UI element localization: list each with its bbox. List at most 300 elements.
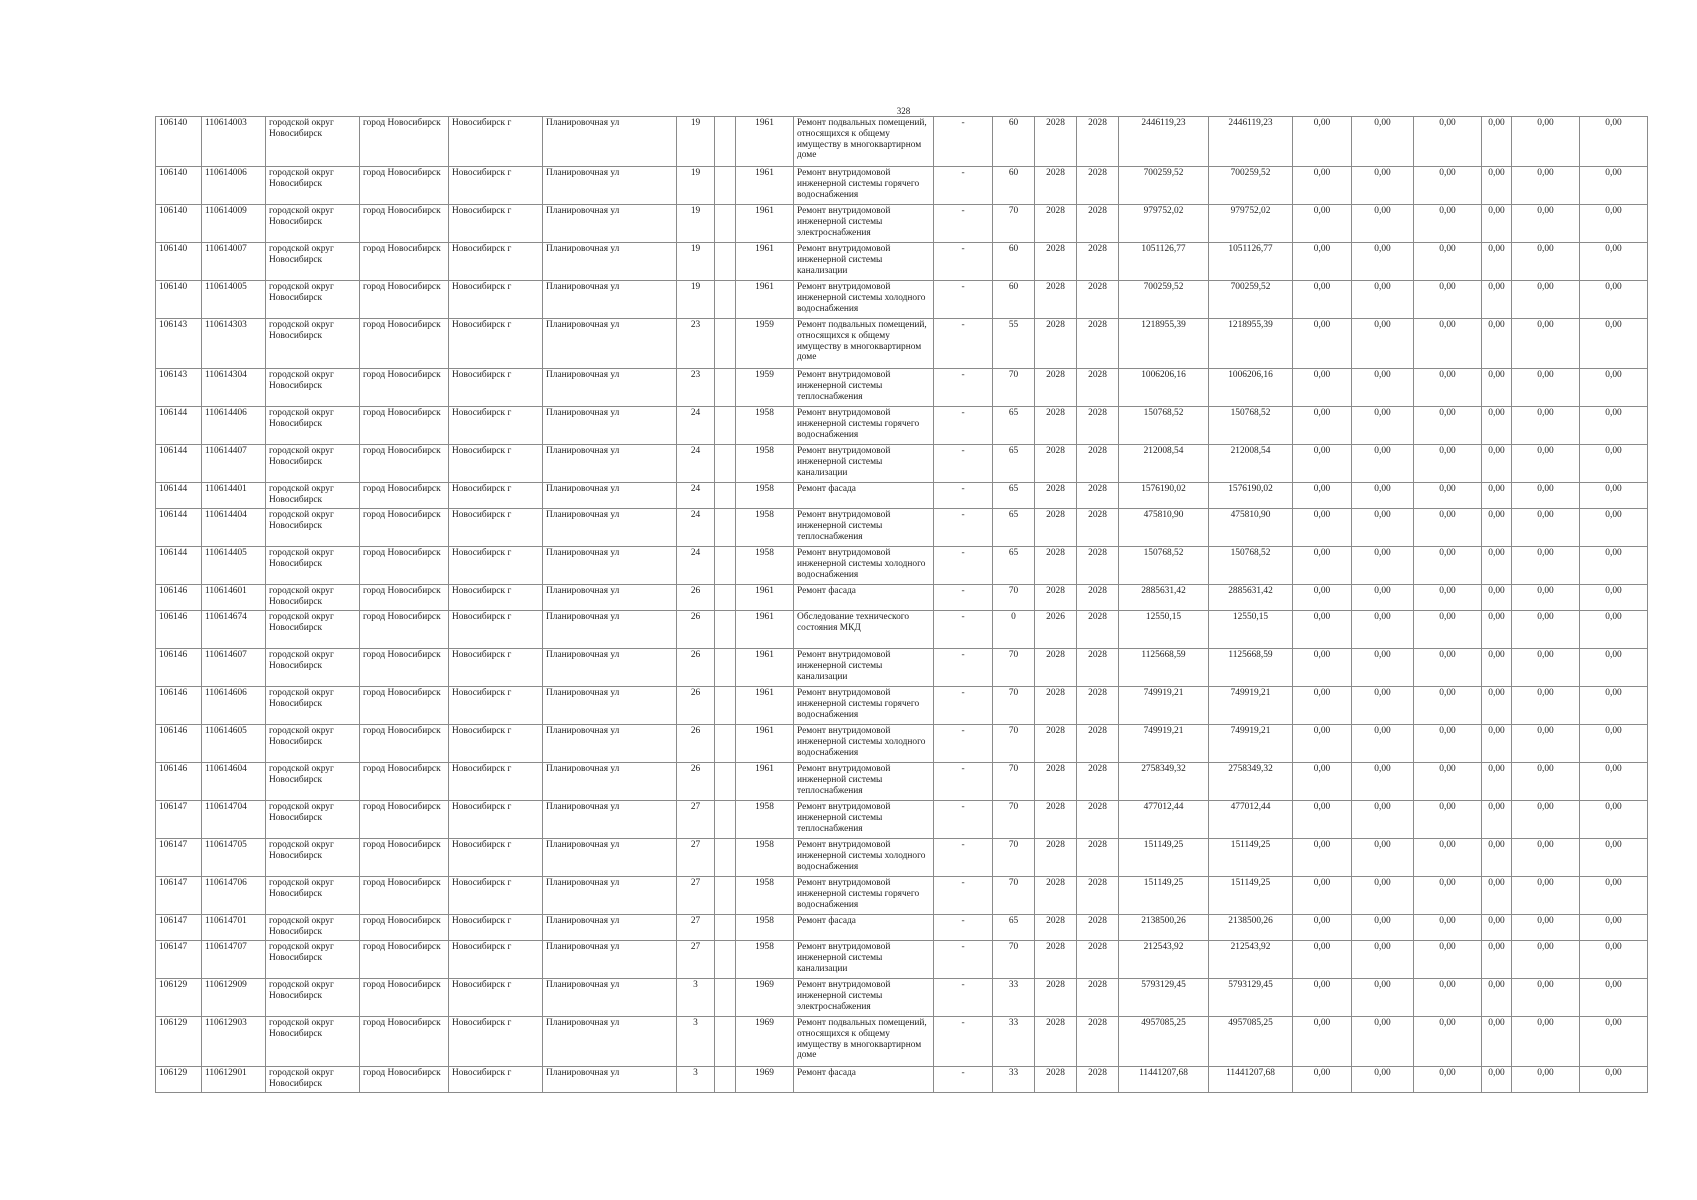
year-end-cell: 2028 [1077,877,1119,915]
house-number-cell: 3 [677,979,715,1017]
building-cell [715,585,736,611]
district-cell: городской округ Новосибирск [266,915,360,941]
dash-cell-cell: - [934,801,993,839]
table-row [156,1017,1648,1067]
subsidy-regional-cell: 0,00 [1352,369,1414,407]
fund-cost-cell: 2758349,32 [1209,763,1293,801]
object-id-cell: 106147 [156,839,202,877]
subsidy-local-cell: 0,00 [1414,941,1482,979]
work-type-cell: Ремонт внутридомовой инженерной системы холодного водоснабжения [794,547,934,585]
work-type-cell: Ремонт внутридомовой инженерной системы горячего водоснабжения [794,687,934,725]
other-cost-cell: 0,00 [1580,839,1648,877]
subsidy-regional-cell: 0,00 [1352,979,1414,1017]
settlement-cell: город Новосибирск [360,979,449,1017]
subsidy-regional-cell: 0,00 [1352,801,1414,839]
total-cost-cell: 1125668,59 [1119,649,1209,687]
fund-cost-cell: 700259,52 [1209,167,1293,205]
year-end-cell: 2028 [1077,547,1119,585]
settlement-cell: город Новосибирск [360,281,449,319]
year-end-cell: 2028 [1077,839,1119,877]
wear-percent-cell: 70 [993,725,1035,763]
district-cell: городской округ Новосибирск [266,801,360,839]
house-number-cell: 27 [677,915,715,941]
table-row [156,319,1648,369]
street-cell: Планировочная ул [543,167,677,205]
building-cell [715,915,736,941]
object-id-cell: 106140 [156,117,202,167]
work-type-cell: Ремонт внутридомовой инженерной системы канализации [794,649,934,687]
wear-percent-cell: 70 [993,763,1035,801]
work-code-cell: 110614607 [202,649,266,687]
building-cell [715,167,736,205]
other-cost-cell: 0,00 [1580,407,1648,445]
table-row [156,877,1648,915]
other-cost-cell: 0,00 [1580,369,1648,407]
total-cost-cell: 700259,52 [1119,167,1209,205]
year-plan-cell: 2028 [1035,167,1077,205]
work-type-cell: Ремонт подвальных помещений, относящихся к общему имуществу в многоквартирном доме [794,319,934,369]
table-row [156,167,1648,205]
house-number-cell: 24 [677,445,715,483]
wear-percent-cell: 70 [993,877,1035,915]
total-cost-cell: 2758349,32 [1119,763,1209,801]
subsidy-local-cell: 0,00 [1414,915,1482,941]
year-built-cell: 1961 [736,763,794,801]
year-plan-cell: 2028 [1035,445,1077,483]
owners-share-cell: 0,00 [1482,369,1512,407]
total-cost-cell: 979752,02 [1119,205,1209,243]
fund-cost-cell: 151149,25 [1209,877,1293,915]
building-cell [715,611,736,649]
owners-share-cell: 0,00 [1482,915,1512,941]
other-source-cell: 0,00 [1512,1067,1580,1093]
settlement-cell: город Новосибирск [360,407,449,445]
year-plan-cell: 2028 [1035,205,1077,243]
table-row [156,205,1648,243]
house-number-cell: 19 [677,117,715,167]
owners-share-cell: 0,00 [1482,547,1512,585]
object-id-cell: 106143 [156,369,202,407]
other-source-cell: 0,00 [1512,281,1580,319]
subsidy-federal-cell: 0,00 [1293,611,1352,649]
fund-cost-cell: 212008,54 [1209,445,1293,483]
year-built-cell: 1959 [736,369,794,407]
year-end-cell: 2028 [1077,649,1119,687]
total-cost-cell: 212008,54 [1119,445,1209,483]
fund-cost-cell: 1051126,77 [1209,243,1293,281]
wear-percent-cell: 65 [993,915,1035,941]
total-cost-cell: 212543,92 [1119,941,1209,979]
other-source-cell: 0,00 [1512,839,1580,877]
year-built-cell: 1958 [736,483,794,509]
other-source-cell: 0,00 [1512,585,1580,611]
table-row [156,369,1648,407]
year-plan-cell: 2028 [1035,281,1077,319]
locality-cell: Новосибирск г [449,117,543,167]
year-built-cell: 1961 [736,167,794,205]
year-built-cell: 1969 [736,1017,794,1067]
work-code-cell: 110614303 [202,319,266,369]
work-type-cell: Ремонт внутридомовой инженерной системы теплоснабжения [794,509,934,547]
owners-share-cell: 0,00 [1482,839,1512,877]
settlement-cell: город Новосибирск [360,725,449,763]
total-cost-cell: 1218955,39 [1119,319,1209,369]
other-cost-cell: 0,00 [1580,585,1648,611]
subsidy-federal-cell: 0,00 [1293,801,1352,839]
wear-percent-cell: 60 [993,117,1035,167]
street-cell: Планировочная ул [543,941,677,979]
other-cost-cell: 0,00 [1580,877,1648,915]
subsidy-federal-cell: 0,00 [1293,407,1352,445]
year-plan-cell: 2028 [1035,979,1077,1017]
year-plan-cell: 2028 [1035,243,1077,281]
locality-cell: Новосибирск г [449,445,543,483]
year-built-cell: 1958 [736,839,794,877]
work-code-cell: 110614007 [202,243,266,281]
house-number-cell: 24 [677,483,715,509]
owners-share-cell: 0,00 [1482,167,1512,205]
year-built-cell: 1961 [736,687,794,725]
owners-share-cell: 0,00 [1482,319,1512,369]
table-row [156,801,1648,839]
locality-cell: Новосибирск г [449,243,543,281]
work-type-cell: Ремонт внутридомовой инженерной системы электроснабжения [794,979,934,1017]
object-id-cell: 106146 [156,763,202,801]
building-cell [715,725,736,763]
year-built-cell: 1958 [736,547,794,585]
street-cell: Планировочная ул [543,205,677,243]
dash-cell-cell: - [934,205,993,243]
work-type-cell: Ремонт подвальных помещений, относящихся к общему имуществу в многоквартирном доме [794,117,934,167]
building-cell [715,979,736,1017]
wear-percent-cell: 60 [993,243,1035,281]
street-cell: Планировочная ул [543,547,677,585]
subsidy-federal-cell: 0,00 [1293,369,1352,407]
house-number-cell: 3 [677,1017,715,1067]
work-type-cell: Ремонт внутридомовой инженерной системы канализации [794,941,934,979]
subsidy-regional-cell: 0,00 [1352,941,1414,979]
dash-cell-cell: - [934,979,993,1017]
settlement-cell: город Новосибирск [360,915,449,941]
year-end-cell: 2028 [1077,319,1119,369]
locality-cell: Новосибирск г [449,585,543,611]
dash-cell-cell: - [934,687,993,725]
subsidy-regional-cell: 0,00 [1352,725,1414,763]
district-cell: городской округ Новосибирск [266,117,360,167]
work-type-cell: Ремонт фасада [794,585,934,611]
locality-cell: Новосибирск г [449,725,543,763]
wear-percent-cell: 70 [993,585,1035,611]
house-number-cell: 3 [677,1067,715,1093]
street-cell: Планировочная ул [543,509,677,547]
work-code-cell: 110612903 [202,1017,266,1067]
locality-cell: Новосибирск г [449,281,543,319]
subsidy-regional-cell: 0,00 [1352,839,1414,877]
other-cost-cell: 0,00 [1580,725,1648,763]
district-cell: городской округ Новосибирск [266,725,360,763]
wear-percent-cell: 70 [993,687,1035,725]
wear-percent-cell: 0 [993,611,1035,649]
object-id-cell: 106144 [156,547,202,585]
year-end-cell: 2028 [1077,407,1119,445]
work-code-cell: 110614605 [202,725,266,763]
year-built-cell: 1961 [736,725,794,763]
fund-cost-cell: 5793129,45 [1209,979,1293,1017]
object-id-cell: 106147 [156,877,202,915]
wear-percent-cell: 60 [993,281,1035,319]
subsidy-local-cell: 0,00 [1414,763,1482,801]
year-plan-cell: 2028 [1035,687,1077,725]
locality-cell: Новосибирск г [449,547,543,585]
total-cost-cell: 151149,25 [1119,877,1209,915]
subsidy-regional-cell: 0,00 [1352,1017,1414,1067]
district-cell: городской округ Новосибирск [266,979,360,1017]
other-cost-cell: 0,00 [1580,243,1648,281]
wear-percent-cell: 65 [993,445,1035,483]
dash-cell-cell: - [934,167,993,205]
settlement-cell: город Новосибирск [360,877,449,915]
subsidy-federal-cell: 0,00 [1293,585,1352,611]
subsidy-local-cell: 0,00 [1414,509,1482,547]
year-plan-cell: 2028 [1035,915,1077,941]
house-number-cell: 26 [677,763,715,801]
work-type-cell: Ремонт фасада [794,1067,934,1093]
other-source-cell: 0,00 [1512,407,1580,445]
fund-cost-cell: 1218955,39 [1209,319,1293,369]
subsidy-local-cell: 0,00 [1414,407,1482,445]
street-cell: Планировочная ул [543,585,677,611]
subsidy-federal-cell: 0,00 [1293,1017,1352,1067]
total-cost-cell: 150768,52 [1119,407,1209,445]
owners-share-cell: 0,00 [1482,687,1512,725]
dash-cell-cell: - [934,941,993,979]
work-code-cell: 110614304 [202,369,266,407]
object-id-cell: 106144 [156,509,202,547]
fund-cost-cell: 2446119,23 [1209,117,1293,167]
object-id-cell: 106140 [156,243,202,281]
other-cost-cell: 0,00 [1580,445,1648,483]
subsidy-regional-cell: 0,00 [1352,205,1414,243]
object-id-cell: 106129 [156,979,202,1017]
year-built-cell: 1958 [736,915,794,941]
subsidy-regional-cell: 0,00 [1352,445,1414,483]
work-code-cell: 110614006 [202,167,266,205]
building-cell [715,1067,736,1093]
locality-cell: Новосибирск г [449,407,543,445]
year-built-cell: 1961 [736,205,794,243]
wear-percent-cell: 55 [993,319,1035,369]
settlement-cell: город Новосибирск [360,205,449,243]
total-cost-cell: 2885631,42 [1119,585,1209,611]
year-plan-cell: 2028 [1035,725,1077,763]
wear-percent-cell: 70 [993,839,1035,877]
dash-cell-cell: - [934,877,993,915]
subsidy-regional-cell: 0,00 [1352,687,1414,725]
fund-cost-cell: 979752,02 [1209,205,1293,243]
street-cell: Планировочная ул [543,915,677,941]
work-code-cell: 110614701 [202,915,266,941]
settlement-cell: город Новосибирск [360,1017,449,1067]
total-cost-cell: 151149,25 [1119,839,1209,877]
other-source-cell: 0,00 [1512,369,1580,407]
page-number: 328 [896,106,911,116]
settlement-cell: город Новосибирск [360,117,449,167]
subsidy-federal-cell: 0,00 [1293,687,1352,725]
house-number-cell: 26 [677,725,715,763]
other-cost-cell: 0,00 [1580,205,1648,243]
district-cell: городской округ Новосибирск [266,763,360,801]
work-code-cell: 110614009 [202,205,266,243]
year-end-cell: 2028 [1077,763,1119,801]
work-type-cell: Ремонт внутридомовой инженерной системы горячего водоснабжения [794,877,934,915]
other-source-cell: 0,00 [1512,687,1580,725]
subsidy-local-cell: 0,00 [1414,369,1482,407]
fund-cost-cell: 1006206,16 [1209,369,1293,407]
building-cell [715,1017,736,1067]
wear-percent-cell: 70 [993,941,1035,979]
wear-percent-cell: 65 [993,483,1035,509]
object-id-cell: 106147 [156,915,202,941]
year-built-cell: 1961 [736,243,794,281]
fund-cost-cell: 12550,15 [1209,611,1293,649]
subsidy-federal-cell: 0,00 [1293,839,1352,877]
locality-cell: Новосибирск г [449,979,543,1017]
subsidy-local-cell: 0,00 [1414,839,1482,877]
subsidy-federal-cell: 0,00 [1293,483,1352,509]
building-cell [715,445,736,483]
year-plan-cell: 2028 [1035,649,1077,687]
district-cell: городской округ Новосибирск [266,243,360,281]
house-number-cell: 27 [677,839,715,877]
subsidy-federal-cell: 0,00 [1293,725,1352,763]
table-row [156,915,1648,941]
owners-share-cell: 0,00 [1482,611,1512,649]
subsidy-federal-cell: 0,00 [1293,763,1352,801]
subsidy-regional-cell: 0,00 [1352,117,1414,167]
year-plan-cell: 2028 [1035,763,1077,801]
wear-percent-cell: 65 [993,509,1035,547]
work-type-cell: Ремонт внутридомовой инженерной системы канализации [794,445,934,483]
district-cell: городской округ Новосибирск [266,585,360,611]
subsidy-local-cell: 0,00 [1414,445,1482,483]
owners-share-cell: 0,00 [1482,445,1512,483]
other-source-cell: 0,00 [1512,319,1580,369]
object-id-cell: 106147 [156,941,202,979]
fund-cost-cell: 749919,21 [1209,725,1293,763]
street-cell: Планировочная ул [543,117,677,167]
year-end-cell: 2028 [1077,1017,1119,1067]
year-plan-cell: 2028 [1035,547,1077,585]
street-cell: Планировочная ул [543,839,677,877]
total-cost-cell: 749919,21 [1119,687,1209,725]
table-row [156,649,1648,687]
settlement-cell: город Новосибирск [360,1067,449,1093]
subsidy-regional-cell: 0,00 [1352,585,1414,611]
fund-cost-cell: 4957085,25 [1209,1017,1293,1067]
building-cell [715,509,736,547]
year-built-cell: 1958 [736,509,794,547]
subsidy-regional-cell: 0,00 [1352,407,1414,445]
building-cell [715,483,736,509]
settlement-cell: город Новосибирск [360,243,449,281]
wear-percent-cell: 33 [993,979,1035,1017]
settlement-cell: город Новосибирск [360,649,449,687]
district-cell: городской округ Новосибирск [266,649,360,687]
work-type-cell: Обследование технического состояния МКД [794,611,934,649]
other-cost-cell: 0,00 [1580,941,1648,979]
wear-percent-cell: 70 [993,369,1035,407]
building-cell [715,801,736,839]
owners-share-cell: 0,00 [1482,1067,1512,1093]
subsidy-federal-cell: 0,00 [1293,319,1352,369]
house-number-cell: 27 [677,877,715,915]
table-row [156,839,1648,877]
total-cost-cell: 12550,15 [1119,611,1209,649]
fund-cost-cell: 150768,52 [1209,407,1293,445]
total-cost-cell: 150768,52 [1119,547,1209,585]
year-built-cell: 1961 [736,585,794,611]
dash-cell-cell: - [934,1067,993,1093]
settlement-cell: город Новосибирск [360,801,449,839]
work-type-cell: Ремонт внутридомовой инженерной системы теплоснабжения [794,369,934,407]
house-number-cell: 26 [677,649,715,687]
work-code-cell: 110614406 [202,407,266,445]
other-cost-cell: 0,00 [1580,979,1648,1017]
owners-share-cell: 0,00 [1482,281,1512,319]
year-built-cell: 1961 [736,117,794,167]
owners-share-cell: 0,00 [1482,407,1512,445]
year-plan-cell: 2028 [1035,319,1077,369]
other-source-cell: 0,00 [1512,445,1580,483]
other-source-cell: 0,00 [1512,915,1580,941]
table-row [156,585,1648,611]
work-code-cell: 110614604 [202,763,266,801]
owners-share-cell: 0,00 [1482,509,1512,547]
fund-cost-cell: 150768,52 [1209,547,1293,585]
subsidy-local-cell: 0,00 [1414,205,1482,243]
locality-cell: Новосибирск г [449,801,543,839]
year-end-cell: 2028 [1077,915,1119,941]
locality-cell: Новосибирск г [449,1017,543,1067]
work-type-cell: Ремонт внутридомовой инженерной системы холодного водоснабжения [794,839,934,877]
building-cell [715,547,736,585]
other-cost-cell: 0,00 [1580,763,1648,801]
work-type-cell: Ремонт внутридомовой инженерной системы теплоснабжения [794,763,934,801]
dash-cell-cell: - [934,281,993,319]
fund-cost-cell: 212543,92 [1209,941,1293,979]
locality-cell: Новосибирск г [449,941,543,979]
locality-cell: Новосибирск г [449,509,543,547]
work-type-cell: Ремонт внутридомовой инженерной системы холодного водоснабжения [794,725,934,763]
other-source-cell: 0,00 [1512,243,1580,281]
district-cell: городской округ Новосибирск [266,205,360,243]
year-plan-cell: 2028 [1035,877,1077,915]
object-id-cell: 106129 [156,1067,202,1093]
house-number-cell: 24 [677,407,715,445]
table-row [156,979,1648,1017]
subsidy-federal-cell: 0,00 [1293,445,1352,483]
owners-share-cell: 0,00 [1482,763,1512,801]
subsidy-federal-cell: 0,00 [1293,243,1352,281]
subsidy-local-cell: 0,00 [1414,649,1482,687]
fund-cost-cell: 749919,21 [1209,687,1293,725]
object-id-cell: 106146 [156,611,202,649]
settlement-cell: город Новосибирск [360,839,449,877]
total-cost-cell: 2138500,26 [1119,915,1209,941]
work-code-cell: 110614705 [202,839,266,877]
object-id-cell: 106146 [156,649,202,687]
subsidy-regional-cell: 0,00 [1352,509,1414,547]
